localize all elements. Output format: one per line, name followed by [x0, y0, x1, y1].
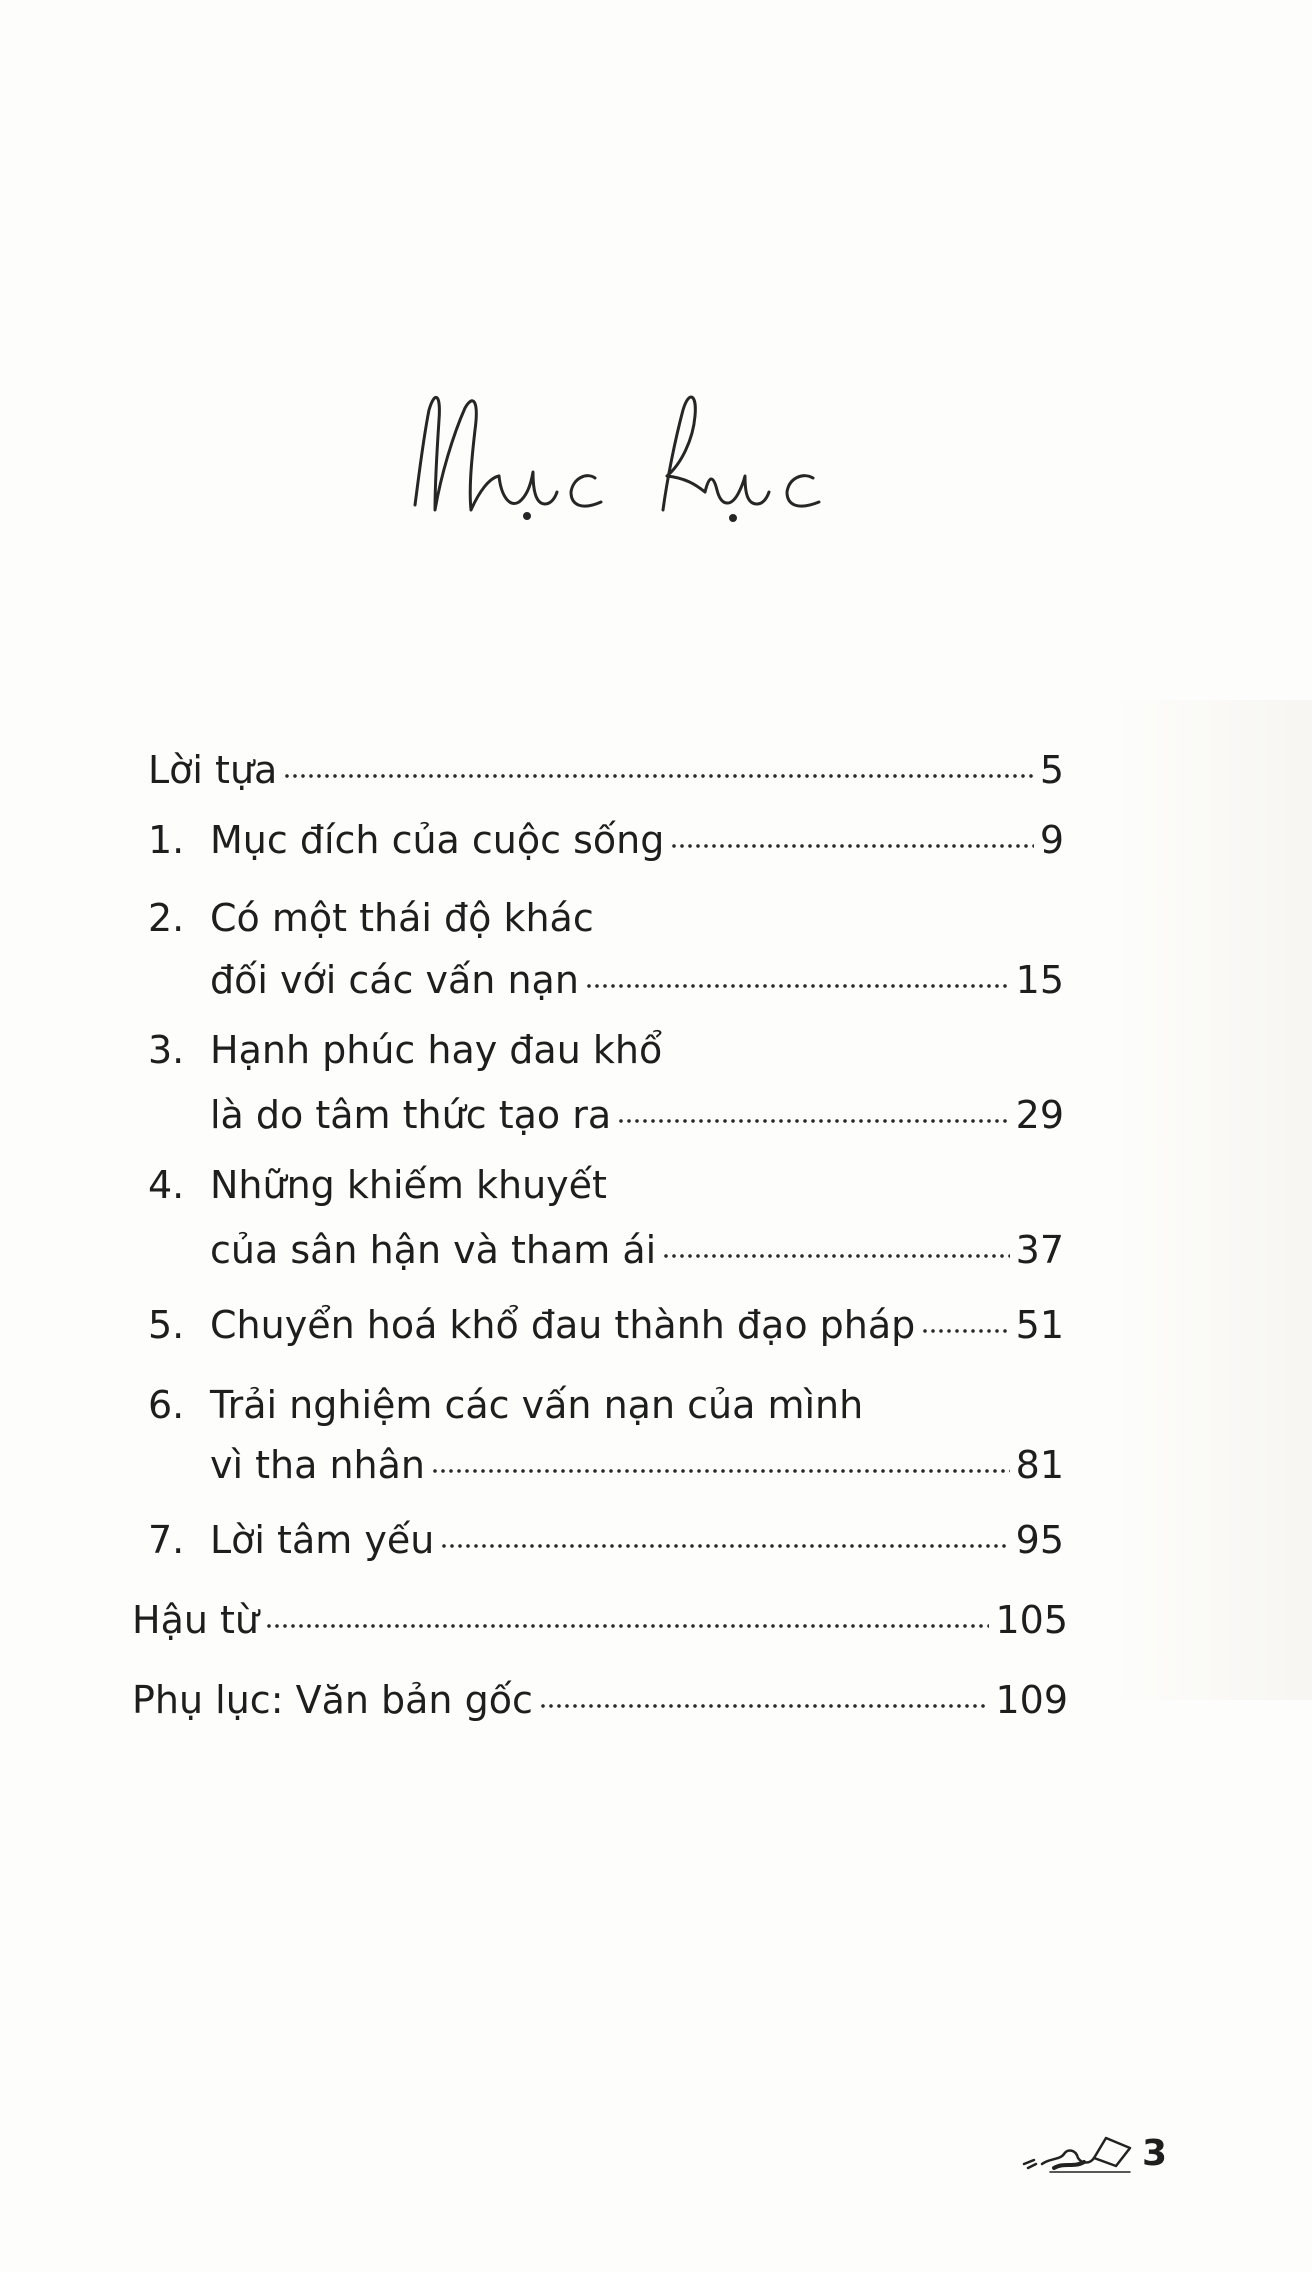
leader-dots [265, 1621, 989, 1631]
toc-entry-title: đối với các vấn nạn [210, 958, 579, 1002]
toc-entry-last-line [132, 1675, 1068, 1725]
toc-entry-last-line [210, 815, 1064, 865]
toc-entry-title-line: Trải nghiệm các vấn nạn của mình [210, 1383, 864, 1427]
toc-entry-title: vì tha nhân [210, 1443, 426, 1487]
page-number: 3 [1142, 2133, 1168, 2174]
toc-entry-number: 7. [148, 1518, 185, 1562]
toc-entry-last-line [132, 1595, 1068, 1645]
leader-dots [539, 1701, 990, 1711]
toc-entry-page: 37 [1015, 1228, 1064, 1272]
toc-entry-page: 29 [1015, 1093, 1064, 1137]
toc-entry-title: Chuyển hoá khổ đau thành đạo pháp [210, 1303, 916, 1347]
toc-entry-last-line [210, 955, 1064, 1005]
leader-dots [431, 1466, 1010, 1476]
toc-entry-title: Lời tâm yếu [210, 1518, 435, 1562]
toc-entry-last-line [210, 1225, 1064, 1275]
toc-entry-last-line [148, 745, 1064, 795]
toc-entry-title: là do tâm thức tạo ra [210, 1093, 612, 1137]
toc-entry-last-line [210, 1515, 1064, 1565]
toc-entry-number: 6. [148, 1383, 185, 1427]
leader-dots [617, 1116, 1010, 1126]
toc-entry-title: Hậu từ [132, 1598, 260, 1642]
leader-dots [585, 981, 1010, 991]
leader-dots [283, 771, 1033, 781]
toc-entry-page: 95 [1015, 1518, 1064, 1562]
toc-entry-number: 5. [148, 1303, 185, 1347]
toc-entry-title: Phụ lục: Văn bản gốc [132, 1678, 533, 1722]
toc-entry-title-line: Những khiếm khuyết [210, 1163, 607, 1207]
page-footer [1020, 2128, 1170, 2188]
toc-entry-number: 1. [148, 818, 185, 862]
toc-entry-number: 3. [148, 1028, 185, 1072]
leader-dots [662, 1251, 1009, 1261]
ornament-icon [1020, 2128, 1138, 2184]
toc-entry-page: 81 [1015, 1443, 1064, 1487]
toc-entry-title-line: Có một thái độ khác [210, 896, 594, 940]
toc-entry-title: của sân hận và tham ái [210, 1228, 657, 1272]
leader-dots [921, 1326, 1009, 1336]
toc-entry-page: 109 [995, 1678, 1068, 1722]
leader-dots [440, 1541, 1009, 1551]
toc-entry-number: 4. [148, 1163, 185, 1207]
toc-entry-title: Mục đích của cuộc sống [210, 818, 665, 862]
toc-entry-last-line [210, 1440, 1064, 1490]
toc-entry-page: 9 [1039, 818, 1064, 862]
toc-entry-title-line: Hạnh phúc hay đau khổ [210, 1028, 663, 1072]
toc-entry-number: 2. [148, 896, 185, 940]
toc-entry-title: Lời tựa [148, 748, 278, 792]
leader-dots [670, 841, 1033, 851]
toc-entry-last-line [210, 1300, 1064, 1350]
toc-entry-page: 15 [1015, 958, 1064, 1002]
toc-entry-last-line [210, 1090, 1064, 1140]
toc-entry-page: 105 [995, 1598, 1068, 1642]
toc-entry-page: 51 [1015, 1303, 1064, 1347]
toc-entry-page: 5 [1039, 748, 1064, 792]
